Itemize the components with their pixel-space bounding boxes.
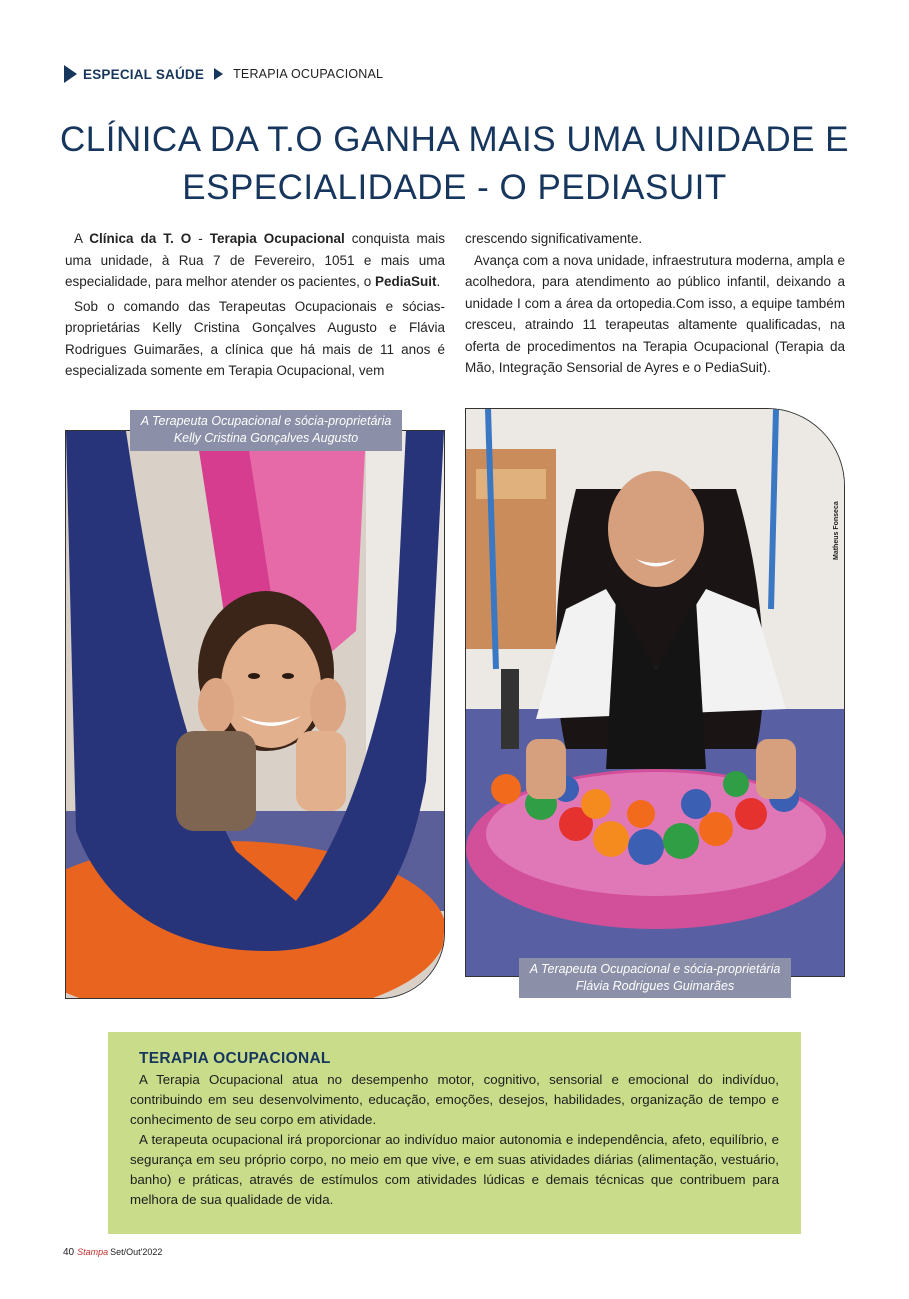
photo-credit: Matheus Fonseca (833, 501, 840, 560)
text-run: . (436, 274, 441, 289)
clinic-specialty-bold: Terapia Ocupacional (209, 231, 345, 246)
hammock-illustration (66, 431, 444, 998)
photo1-caption (130, 410, 402, 451)
subsection-label: TERAPIA OCUPACIONAL (233, 67, 384, 81)
article-paragraph-3: Avança com a nova unidade, infraestrutura moderna, ampla e acolhedora, para atendimento ao público infantil, deixando a unidade I com a área da ortopedia.Com isso, a equipe também cresceu, atraindo 11 terapeutas altamente qualificadas, na oferta de procedimentos na Terapia Ocupacional (Terapia da Mão, Integração Sensorial de Ayres e o PediaSuit). (465, 252, 845, 375)
caption-line: Kelly Cristina Gonçalves Augusto (173, 431, 359, 445)
photo-therapist-flavia (465, 408, 845, 977)
page-footer (63, 1247, 162, 1258)
title-line-2: ESPECIALIDADE - O PEDIASUIT (182, 168, 727, 207)
article-paragraph-2-continued: crescendo significativamente. (465, 231, 643, 246)
issue-date: Set/Out'2022 (110, 1247, 163, 1257)
breadcrumb (64, 64, 383, 84)
article-paragraph-2: Sob o comando das Terapeutas Ocupacionais e sócias-proprietárias Kelly Cristina Gonçalves Augusto e Flávia Rodrigues Guimarães, a clínica que há mais de 11 anos é especializada somente em Terapia Ocupacional, vem (65, 298, 445, 378)
pediasuit-bold: PediaSuit (374, 274, 437, 289)
magazine-brand: Stampa (77, 1247, 109, 1257)
article-paragraph-1 (65, 228, 445, 293)
section-label: ESPECIAL SAÚDE (83, 66, 205, 82)
caption-line: Flávia Rodrigues Guimarães (575, 979, 735, 993)
triangle-separator-icon (214, 68, 223, 80)
info-box-paragraph-1: A Terapia Ocupacional atua no desempenho motor, cognitivo, sensorial e emocional do indivíduo, contribuindo em seu desenvolvimento, educação, emoções, desejos, habilidades, organização de tempo e conhecimento de seu corpo em atividade. (130, 1072, 779, 1127)
photo-therapist-kelly (65, 430, 445, 999)
photo2-caption (519, 958, 791, 998)
article-column-right (465, 228, 845, 379)
clinic-name-bold: Clínica da T. O (89, 231, 192, 246)
triangle-marker-icon (64, 65, 77, 83)
title-line-1: CLÍNICA DA T.O GANHA MAIS UMA UNIDADE E (59, 120, 850, 159)
text-run: A (74, 231, 90, 246)
ballpit-illustration (466, 409, 844, 976)
text-run: conquista mais uma unidade, à Rua 7 de Fevereiro, 1051 e mais uma especialidade, para melhor atender os pacientes, o (65, 231, 445, 289)
info-box-heading: TERAPIA OCUPACIONAL (139, 1050, 331, 1067)
text-run: - (191, 231, 210, 246)
info-box-paragraph-2: A terapeuta ocupacional irá proporcionar ao indivíduo maior autonomia e independência, afeto, equilíbrio, e segurança em seu próprio corpo, no meio em que vive, e em suas atividades diárias (alimentação, vestuário, banho) e práticas, através de estímulos com atividades lúdicas e demais técnicas que contribuem para melhora de sua qualidade de vida. (130, 1132, 779, 1207)
article-title (40, 116, 869, 212)
caption-line: A Terapeuta Ocupacional e sócia-proprietária (529, 962, 781, 976)
info-box (108, 1032, 801, 1234)
page-number: 40 (63, 1247, 75, 1258)
caption-line: A Terapeuta Ocupacional e sócia-proprietária (140, 414, 392, 428)
article-column-left (65, 228, 445, 382)
